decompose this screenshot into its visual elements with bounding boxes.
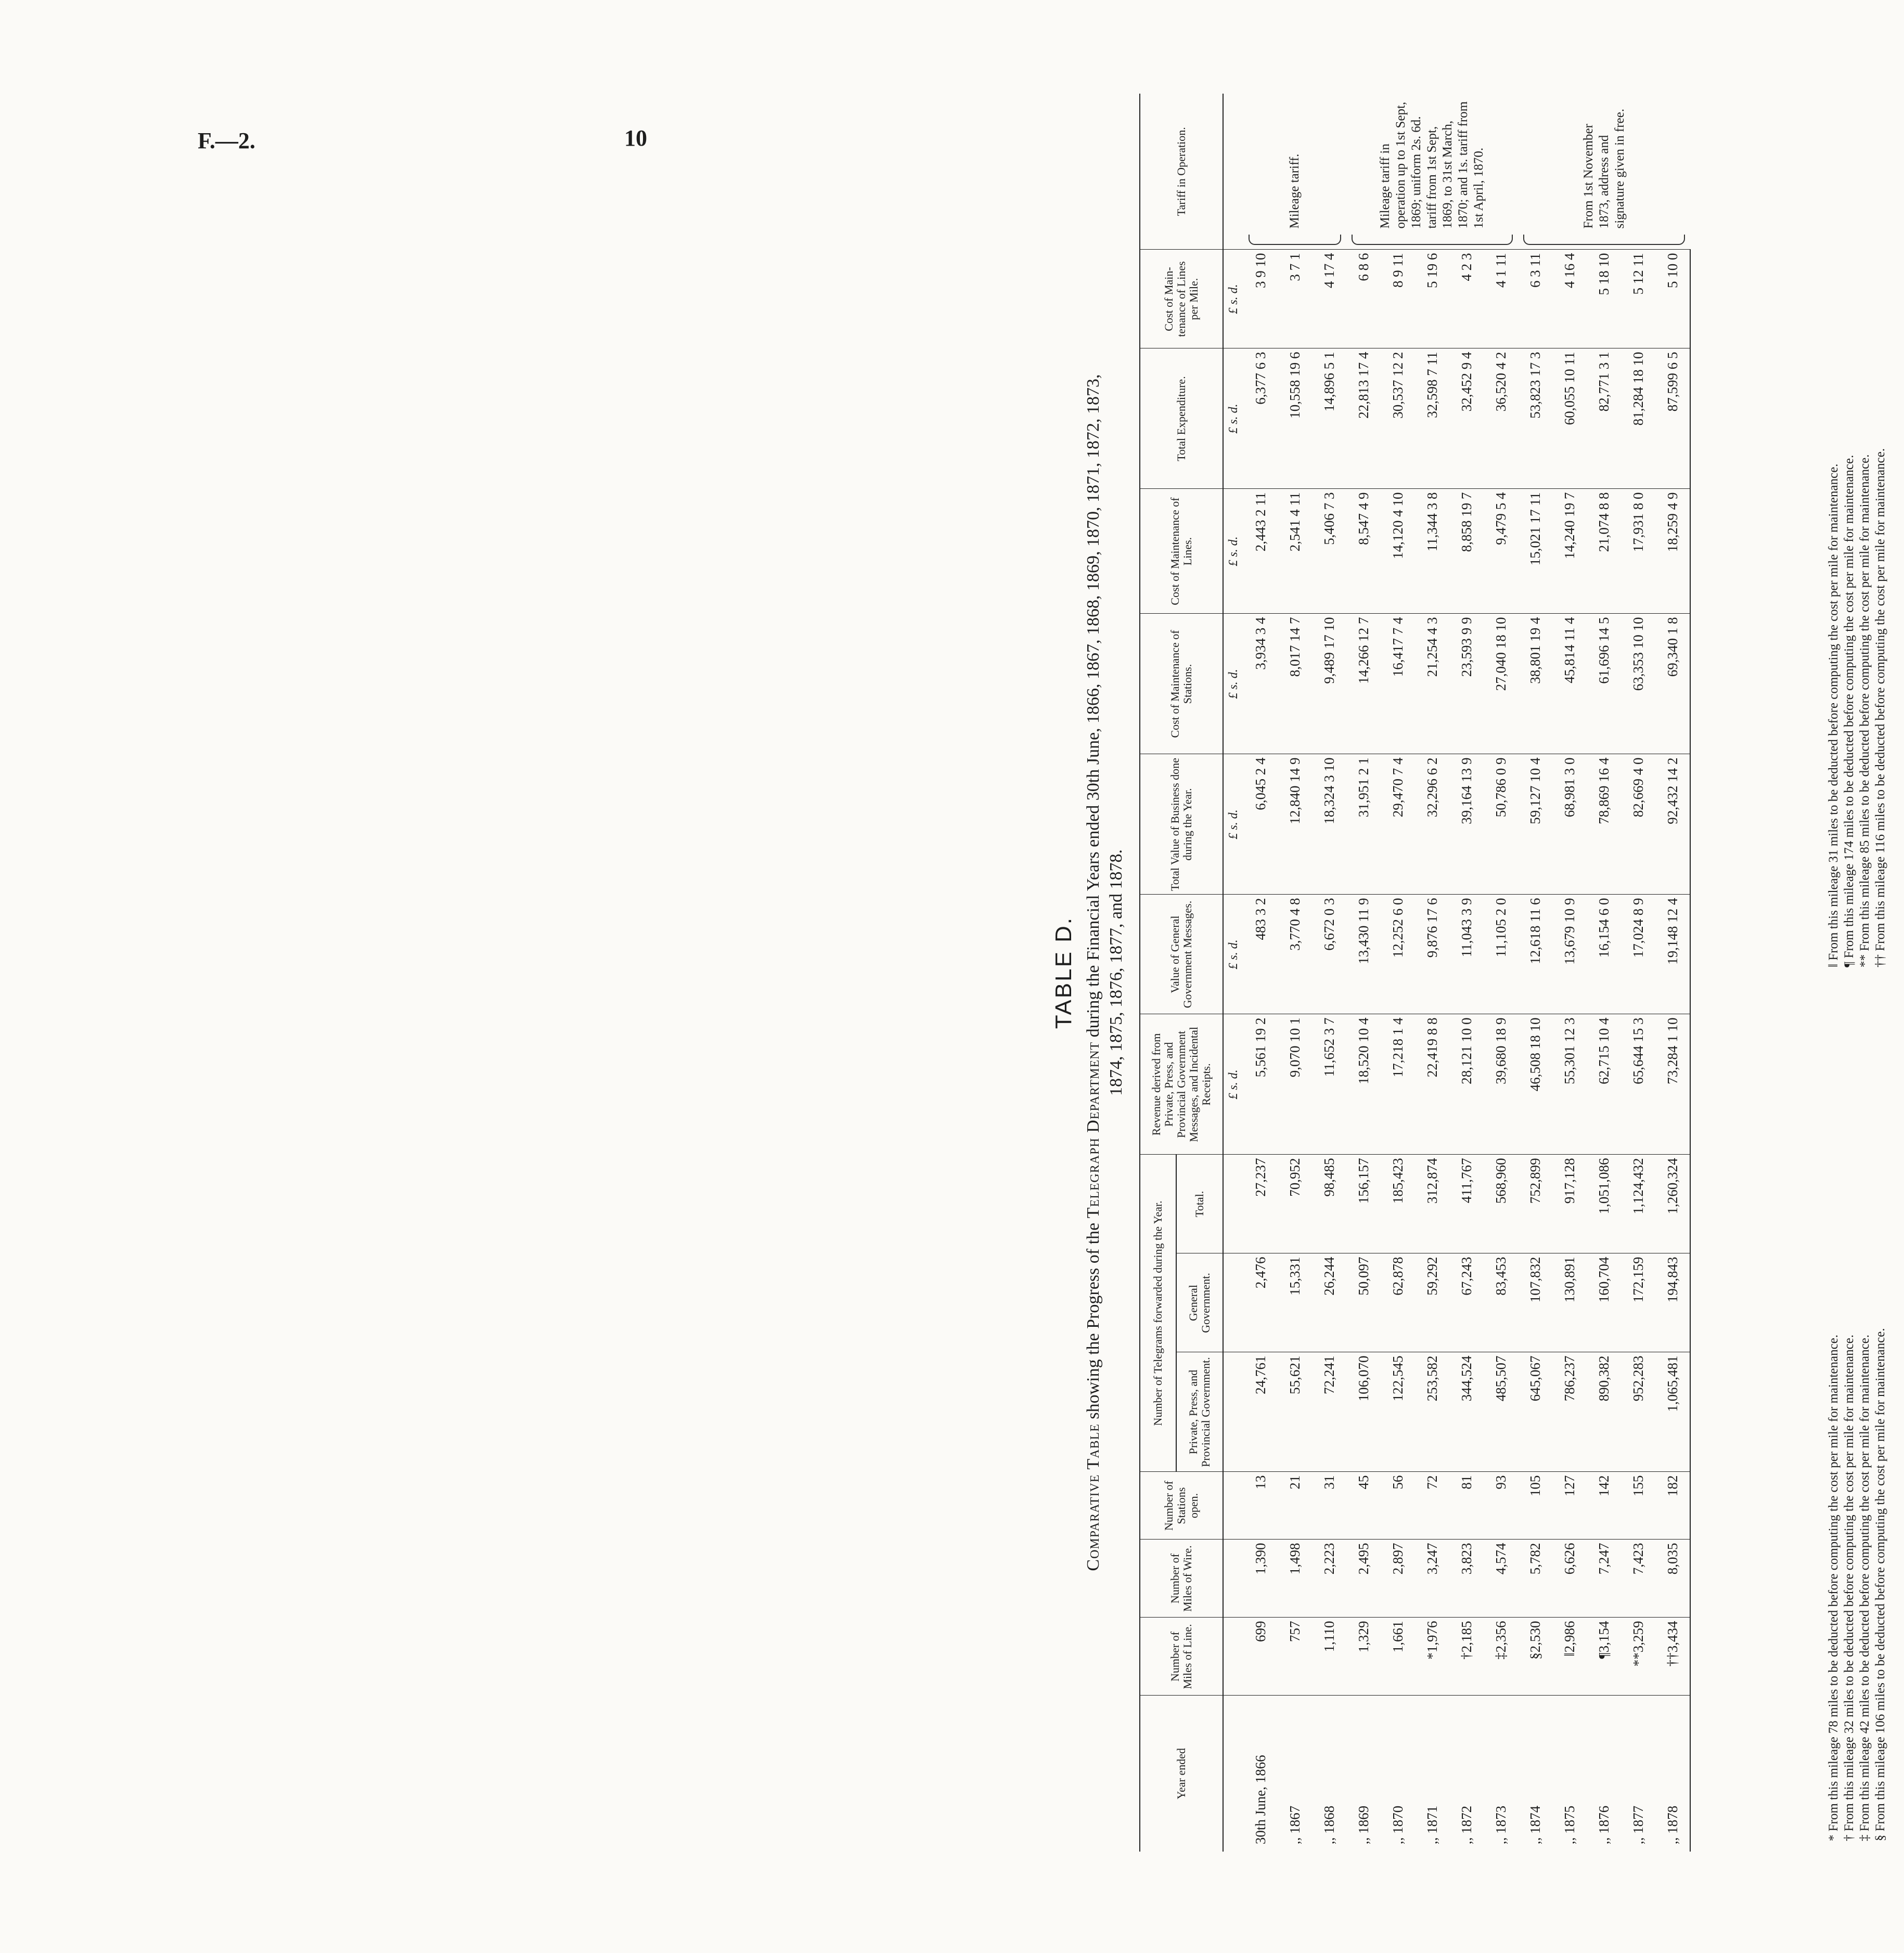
cell-line: §2,530 — [1518, 1618, 1552, 1696]
cell-wire: 4,574 — [1484, 1540, 1518, 1618]
table-row — [1278, 94, 1312, 1852]
tariff-note — [1346, 94, 1518, 250]
cell-year: ,, 1867 — [1287, 1805, 1303, 1844]
cell-per-mile: 4 1 11 — [1484, 250, 1518, 348]
cell-revenue: 65,644 15 3 — [1621, 1014, 1655, 1155]
cell-wire: 3,823 — [1449, 1540, 1484, 1618]
cell-per-mile: 4 16 4 — [1552, 250, 1587, 348]
brace-mark — [1523, 235, 1685, 245]
cell-year: ,, 1877 — [1630, 1805, 1646, 1844]
cell-stations: 93 — [1484, 1472, 1518, 1540]
table-label: TABLE D. — [1051, 916, 1076, 1029]
cell-revenue: 55,301 12 3 — [1552, 1014, 1587, 1155]
cell-per-mile: 5 10 0 — [1655, 250, 1690, 348]
header-tariff: Tariff in Operation. — [1140, 94, 1223, 250]
cell-cost-lines: 5,406 7 3 — [1312, 489, 1346, 614]
cell-cost-stations: 61,696 14 5 — [1587, 614, 1621, 754]
header-private: Private, Press, and Provincial Government. — [1176, 1352, 1223, 1472]
cell-expenditure: 82,771 3 1 — [1587, 348, 1621, 489]
cell-gov-value: 3,770 4 8 — [1278, 895, 1312, 1014]
cell-private: 106,070 — [1346, 1352, 1381, 1472]
table-row — [1655, 94, 1690, 1852]
cell-wire: 3,247 — [1415, 1540, 1449, 1618]
cell-private: 786,237 — [1552, 1352, 1587, 1472]
cell-revenue: 18,520 10 4 — [1346, 1014, 1381, 1155]
cell-revenue: 11,652 3 7 — [1312, 1014, 1346, 1155]
cell-stations: 13 — [1243, 1472, 1278, 1540]
cell-stations: 56 — [1381, 1472, 1415, 1540]
cell-revenue: 46,508 18 10 — [1518, 1014, 1552, 1155]
header-miles-wire: Number of Miles of Wire. — [1140, 1540, 1223, 1618]
cell-wire: 6,626 — [1552, 1540, 1587, 1618]
cell-stations: 105 — [1518, 1472, 1552, 1540]
cell-stations: 31 — [1312, 1472, 1346, 1540]
cell-year: ,, 1872 — [1458, 1805, 1474, 1844]
cell-general: 107,832 — [1518, 1253, 1552, 1352]
title-lead: Comparative Table — [1084, 1424, 1103, 1571]
brace-mark — [1249, 235, 1341, 245]
cell-year: ,, 1878 — [1655, 1696, 1690, 1852]
cell-wire: 1,498 — [1278, 1540, 1312, 1618]
cell-gov-value: 11,105 2 0 — [1484, 895, 1518, 1014]
cell-general: 26,244 — [1312, 1253, 1346, 1352]
cell-total-value: 82,669 4 0 — [1621, 754, 1655, 895]
header-stations: Number of Stations open. — [1140, 1472, 1223, 1540]
cell-cost-stations: 16,417 7 4 — [1381, 614, 1415, 754]
cell-cost-lines: 18,259 4 9 — [1655, 489, 1690, 614]
cell-total: 752,899 — [1518, 1155, 1552, 1253]
cell-wire: 7,423 — [1621, 1540, 1655, 1618]
cell-general: 130,891 — [1552, 1253, 1587, 1352]
cell-wire: 2,223 — [1312, 1540, 1346, 1618]
title-line-1 — [1082, 94, 1105, 1852]
cell-wire: 8,035 — [1655, 1540, 1690, 1618]
tariff-text: Mileage tariff in operation up to 1st Sept, 1869; uniform 2s. 6d. tariff from 1st Sept, 1869, to 31st March, 1870; and 1s. tariff from 1st April, 1870. — [1378, 101, 1486, 229]
cell-gov-value: 6,672 0 3 — [1312, 895, 1346, 1014]
cell-gov-value: 483 3 2 — [1243, 895, 1278, 1014]
cell-expenditure: 32,452 9 4 — [1449, 348, 1484, 489]
cell-gov-value: 12,252 6 0 — [1381, 895, 1415, 1014]
cell-per-mile: 4 2 3 — [1449, 250, 1484, 348]
cell-year: ,, 1876 — [1596, 1805, 1612, 1844]
unit-label: £ s. d. — [1223, 614, 1243, 754]
footnote: ‖ From this mileage 31 miles to be deducted before computing the cost per mile for maintenance. — [1826, 463, 1841, 967]
cell-general: 62,878 — [1381, 1253, 1415, 1352]
unit-label: £ s. d. — [1223, 348, 1243, 489]
cell-per-mile: 5 18 10 — [1587, 250, 1621, 348]
cell-per-mile: 5 12 11 — [1621, 250, 1655, 348]
cell-private: 645,067 — [1518, 1352, 1552, 1472]
footnote: † From this mileage 32 miles to be deducted before computing the cost per mile for maintenance. — [1842, 1334, 1856, 1841]
cell-stations: 142 — [1587, 1472, 1621, 1540]
cell-revenue: 62,715 10 4 — [1587, 1014, 1621, 1155]
cell-private: 890,382 — [1587, 1352, 1621, 1472]
footnote: ** From this mileage 85 miles to be deducted before computing the cost per mile for maintenance. — [1858, 454, 1872, 967]
cell-line: 757 — [1278, 1618, 1312, 1696]
cell-revenue: 73,284 1 10 — [1655, 1014, 1690, 1155]
cell-total: 185,423 — [1381, 1155, 1415, 1253]
header-gov-value: Value of General Government Messages. — [1140, 895, 1223, 1014]
cell-cost-lines: 14,240 19 7 — [1552, 489, 1587, 614]
cell-private: 55,621 — [1278, 1352, 1312, 1472]
cell-cost-stations: 9,489 17 10 — [1312, 614, 1346, 754]
cell-cost-lines: 2,443 2 11 — [1243, 489, 1278, 614]
header-telegrams-group: Number of Telegrams forwarded during the Year. — [1140, 1155, 1176, 1472]
cell-total-value: 18,324 3 10 — [1312, 754, 1346, 895]
cell-year: ,, 1868 — [1321, 1805, 1337, 1844]
cell-total-value: 78,869 16 4 — [1587, 754, 1621, 895]
table-row — [1621, 94, 1655, 1852]
cell-wire: 1,390 — [1243, 1540, 1278, 1618]
header-miles-line: Number of Miles of Line. — [1140, 1618, 1223, 1696]
cell-total-value: 92,432 14 2 — [1655, 754, 1690, 895]
unit-label: £ s. d. — [1223, 1014, 1243, 1155]
cell-revenue: 39,680 18 9 — [1484, 1014, 1518, 1155]
cell-year: 30th June, 1866 — [1252, 1755, 1268, 1844]
cell-gov-value: 17,024 8 9 — [1621, 895, 1655, 1014]
cell-per-mile: 6 3 11 — [1518, 250, 1552, 348]
table-title — [1082, 94, 1128, 1852]
table-row — [1346, 94, 1381, 1852]
footnote: ‡ From this mileage 42 miles to be deducted before computing the cost per mile for maintenance. — [1858, 1334, 1872, 1841]
cell-private: 24,761 — [1243, 1352, 1278, 1472]
cell-total-value: 68,981 3 0 — [1552, 754, 1587, 895]
cell-line: 1,110 — [1312, 1618, 1346, 1696]
table-row — [1552, 94, 1587, 1852]
cell-cost-lines: 21,074 8 8 — [1587, 489, 1621, 614]
cell-private: 952,283 — [1621, 1352, 1655, 1472]
cell-cost-stations: 63,353 10 10 — [1621, 614, 1655, 754]
footnote: ¶ From this mileage 174 miles to be deducted before computing the cost per mile for maintenance. — [1842, 455, 1856, 967]
cell-per-mile: 8 9 11 — [1381, 250, 1415, 348]
cell-line: 699 — [1243, 1618, 1278, 1696]
cell-expenditure: 14,896 5 1 — [1312, 348, 1346, 489]
unit-label: £ s. d. — [1223, 250, 1243, 348]
table-row — [1243, 94, 1278, 1852]
cell-revenue: 22,419 8 8 — [1415, 1014, 1449, 1155]
table-row — [1518, 94, 1552, 1852]
title-line-2: 1874, 1875, 1876, 1877, and 1878. — [1107, 849, 1126, 1096]
cell-cost-stations: 27,040 18 10 — [1484, 614, 1518, 754]
cell-cost-lines: 17,931 8 0 — [1621, 489, 1655, 614]
cell-general: 15,331 — [1278, 1253, 1312, 1352]
cell-total-value: 50,786 0 9 — [1484, 754, 1518, 895]
cell-stations: 155 — [1621, 1472, 1655, 1540]
cell-line: 1,329 — [1346, 1618, 1381, 1696]
cell-total: 156,157 — [1346, 1155, 1381, 1253]
cell-cost-lines: 9,479 5 4 — [1484, 489, 1518, 614]
cell-private: 72,241 — [1312, 1352, 1346, 1472]
progress-table — [1139, 94, 1691, 1852]
cell-total-value: 59,127 10 4 — [1518, 754, 1552, 895]
cell-cost-stations: 69,340 1 8 — [1655, 614, 1690, 754]
cell-expenditure: 53,823 17 3 — [1518, 348, 1552, 489]
cell-cost-lines: 11,344 3 8 — [1415, 489, 1449, 614]
cell-total: 27,237 — [1243, 1155, 1278, 1253]
table-row — [1587, 94, 1621, 1852]
cell-line: ††3,434 — [1655, 1618, 1690, 1696]
cell-per-mile: 6 8 6 — [1346, 250, 1381, 348]
cell-wire: 2,897 — [1381, 1540, 1415, 1618]
cell-cost-stations: 21,254 4 3 — [1415, 614, 1449, 754]
cell-line: †2,185 — [1449, 1618, 1484, 1696]
footnotes-right — [1826, 109, 1888, 967]
cell-general: 194,843 — [1655, 1253, 1690, 1352]
cell-general: 2,476 — [1243, 1253, 1278, 1352]
tariff-text: Mileage tariff. — [1288, 153, 1302, 229]
cell-wire: 5,782 — [1518, 1540, 1552, 1618]
cell-expenditure: 10,558 19 6 — [1278, 348, 1312, 489]
cell-expenditure: 36,520 4 2 — [1484, 348, 1518, 489]
cell-stations: 45 — [1346, 1472, 1381, 1540]
cell-year: ,, 1871 — [1424, 1805, 1440, 1844]
cell-total: 917,128 — [1552, 1155, 1587, 1253]
cell-private: 253,582 — [1415, 1352, 1449, 1472]
footnote: †† From this mileage 116 miles to be deducted before computing the cost per mile for maintenance. — [1873, 448, 1887, 967]
cell-cost-stations: 23,593 9 9 — [1449, 614, 1484, 754]
cell-total: 411,767 — [1449, 1155, 1484, 1253]
cell-cost-lines: 15,021 17 11 — [1518, 489, 1552, 614]
cell-total-value: 31,951 2 1 — [1346, 754, 1381, 895]
cell-line: 1,661 — [1381, 1618, 1415, 1696]
cell-general: 83,453 — [1484, 1253, 1518, 1352]
header-cost-stations: Cost of Maintenance of Stations. — [1140, 614, 1223, 754]
cell-gov-value: 19,148 12 4 — [1655, 895, 1690, 1014]
footnote: * From this mileage 78 miles to be deducted before computing the cost per mile for maintenance. — [1826, 1334, 1841, 1841]
cell-per-mile: 3 7 1 — [1278, 250, 1312, 348]
unit-label: £ s. d. — [1223, 489, 1243, 614]
cell-general: 67,243 — [1449, 1253, 1484, 1352]
cell-line: ¶3,154 — [1587, 1618, 1621, 1696]
page-identifier: F.—2. — [198, 128, 255, 153]
tariff-text: From 1st November 1873, address and signature given in free. — [1581, 109, 1627, 229]
cell-cost-stations: 8,017 14 7 — [1278, 614, 1312, 754]
cell-stations: 182 — [1655, 1472, 1690, 1540]
cell-revenue: 17,218 1 4 — [1381, 1014, 1415, 1155]
table-row — [1381, 94, 1415, 1852]
cell-total-value: 29,470 7 4 — [1381, 754, 1415, 895]
cell-gov-value: 11,043 3 9 — [1449, 895, 1484, 1014]
cell-cost-lines: 2,541 4 11 — [1278, 489, 1312, 614]
cell-revenue: 28,121 10 0 — [1449, 1014, 1484, 1155]
cell-expenditure: 22,813 17 4 — [1346, 348, 1381, 489]
table-body — [1223, 94, 1690, 1852]
header-total-value: Total Value of Business done during the Year. — [1140, 754, 1223, 895]
cell-expenditure: 6,377 6 3 — [1243, 348, 1278, 489]
cell-expenditure: 32,598 7 11 — [1415, 348, 1449, 489]
cell-private: 122,545 — [1381, 1352, 1415, 1472]
cell-cost-stations: 3,934 3 4 — [1243, 614, 1278, 754]
cell-total: 568,960 — [1484, 1155, 1518, 1253]
tariff-note — [1243, 94, 1346, 250]
cell-stations: 72 — [1415, 1472, 1449, 1540]
rotated-table-frame — [1051, 94, 1904, 1852]
cell-total: 98,485 — [1312, 1155, 1346, 1253]
cell-year: ,, 1874 — [1527, 1805, 1543, 1844]
cell-per-mile: 3 9 10 — [1243, 250, 1278, 348]
cell-total: 1,051,086 — [1587, 1155, 1621, 1253]
table-row — [1484, 94, 1518, 1852]
cell-year: ,, 1873 — [1493, 1805, 1509, 1844]
header-expenditure: Total Expenditure. — [1140, 348, 1223, 489]
cell-total-value: 39,164 13 9 — [1449, 754, 1484, 895]
footnote: § From this mileage 106 miles to be deducted before computing the cost per mile for maintenance. — [1873, 1328, 1887, 1841]
cell-revenue: 5,561 19 2 — [1243, 1014, 1278, 1155]
cell-general: 59,292 — [1415, 1253, 1449, 1352]
cell-cost-stations: 38,801 19 4 — [1518, 614, 1552, 754]
cell-expenditure: 30,537 12 2 — [1381, 348, 1415, 489]
cell-cost-lines: 8,547 4 9 — [1346, 489, 1381, 614]
table-row — [1449, 94, 1484, 1852]
cell-total-value: 12,840 14 9 — [1278, 754, 1312, 895]
title-text-a: showing the Progress of the — [1084, 1218, 1103, 1424]
cell-private: 344,524 — [1449, 1352, 1484, 1472]
cell-cost-lines: 14,120 4 10 — [1381, 489, 1415, 614]
header-general: General Government. — [1176, 1253, 1223, 1352]
cell-gov-value: 16,154 6 0 — [1587, 895, 1621, 1014]
cell-gov-value: 13,679 10 9 — [1552, 895, 1587, 1014]
header-year: Year ended — [1140, 1696, 1223, 1852]
cell-wire: 2,495 — [1346, 1540, 1381, 1618]
cell-wire: 7,247 — [1587, 1540, 1621, 1618]
cell-line: **3,259 — [1621, 1618, 1655, 1696]
cell-total: 312,874 — [1415, 1155, 1449, 1253]
cell-private: 1,065,481 — [1655, 1352, 1690, 1472]
cell-total: 1,260,324 — [1655, 1155, 1690, 1253]
cell-year: ,, 1870 — [1390, 1805, 1406, 1844]
cell-expenditure: 60,055 10 11 — [1552, 348, 1587, 489]
unit-label: £ s. d. — [1223, 754, 1243, 895]
title-text-b: during the Financial Years ended 30th June, 1866, 1867, 1868, 1869, 1870, 1871, 1872, 1873, — [1084, 374, 1103, 1042]
table-row — [1312, 94, 1346, 1852]
cell-stations: 81 — [1449, 1472, 1484, 1540]
cell-private: 485,507 — [1484, 1352, 1518, 1472]
cell-gov-value: 9,876 17 6 — [1415, 895, 1449, 1014]
cell-per-mile: 5 19 6 — [1415, 250, 1449, 348]
page-number: 10 — [624, 125, 647, 151]
header-cost-per-mile: Cost of Main-tenance of Lines per Mile. — [1140, 250, 1223, 348]
cell-general: 160,704 — [1587, 1253, 1621, 1352]
cell-year: ,, 1869 — [1355, 1805, 1371, 1844]
cell-gov-value: 13,430 11 9 — [1346, 895, 1381, 1014]
units-row — [1223, 94, 1243, 1852]
unit-label: £ s. d. — [1223, 895, 1243, 1014]
table-row — [1415, 94, 1449, 1852]
cell-line: ‡2,356 — [1484, 1618, 1518, 1696]
cell-total-value: 6,045 2 4 — [1243, 754, 1278, 895]
cell-total: 70,952 — [1278, 1155, 1312, 1253]
cell-total-value: 32,296 6 2 — [1415, 754, 1449, 895]
cell-general: 172,159 — [1621, 1253, 1655, 1352]
cell-stations: 21 — [1278, 1472, 1312, 1540]
cell-total: 1,124,432 — [1621, 1155, 1655, 1253]
cell-line: *1,976 — [1415, 1618, 1449, 1696]
cell-expenditure: 81,284 18 10 — [1621, 348, 1655, 489]
title-department: Telegraph Department — [1084, 1041, 1103, 1219]
header-cost-lines: Cost of Maintenance of Lines. — [1140, 489, 1223, 614]
brace-mark — [1352, 235, 1513, 245]
footnotes-left — [1826, 983, 1888, 1841]
cell-cost-stations: 45,814 11 4 — [1552, 614, 1587, 754]
cell-year: ,, 1875 — [1561, 1805, 1577, 1844]
header-revenue: Revenue derived from Private, Press, and Provincial Government Messages, and Incidental Receipts. — [1140, 1014, 1223, 1155]
header-total: Total. — [1176, 1155, 1223, 1253]
cell-general: 50,097 — [1346, 1253, 1381, 1352]
cell-per-mile: 4 17 4 — [1312, 250, 1346, 348]
cell-expenditure: 87,599 6 5 — [1655, 348, 1690, 489]
tariff-note — [1518, 94, 1690, 250]
cell-gov-value: 12,618 11 6 — [1518, 895, 1552, 1014]
cell-line: ‖2,986 — [1552, 1618, 1587, 1696]
cell-stations: 127 — [1552, 1472, 1587, 1540]
cell-cost-lines: 8,858 19 7 — [1449, 489, 1484, 614]
cell-cost-stations: 14,266 12 7 — [1346, 614, 1381, 754]
cell-revenue: 9,070 10 1 — [1278, 1014, 1312, 1155]
